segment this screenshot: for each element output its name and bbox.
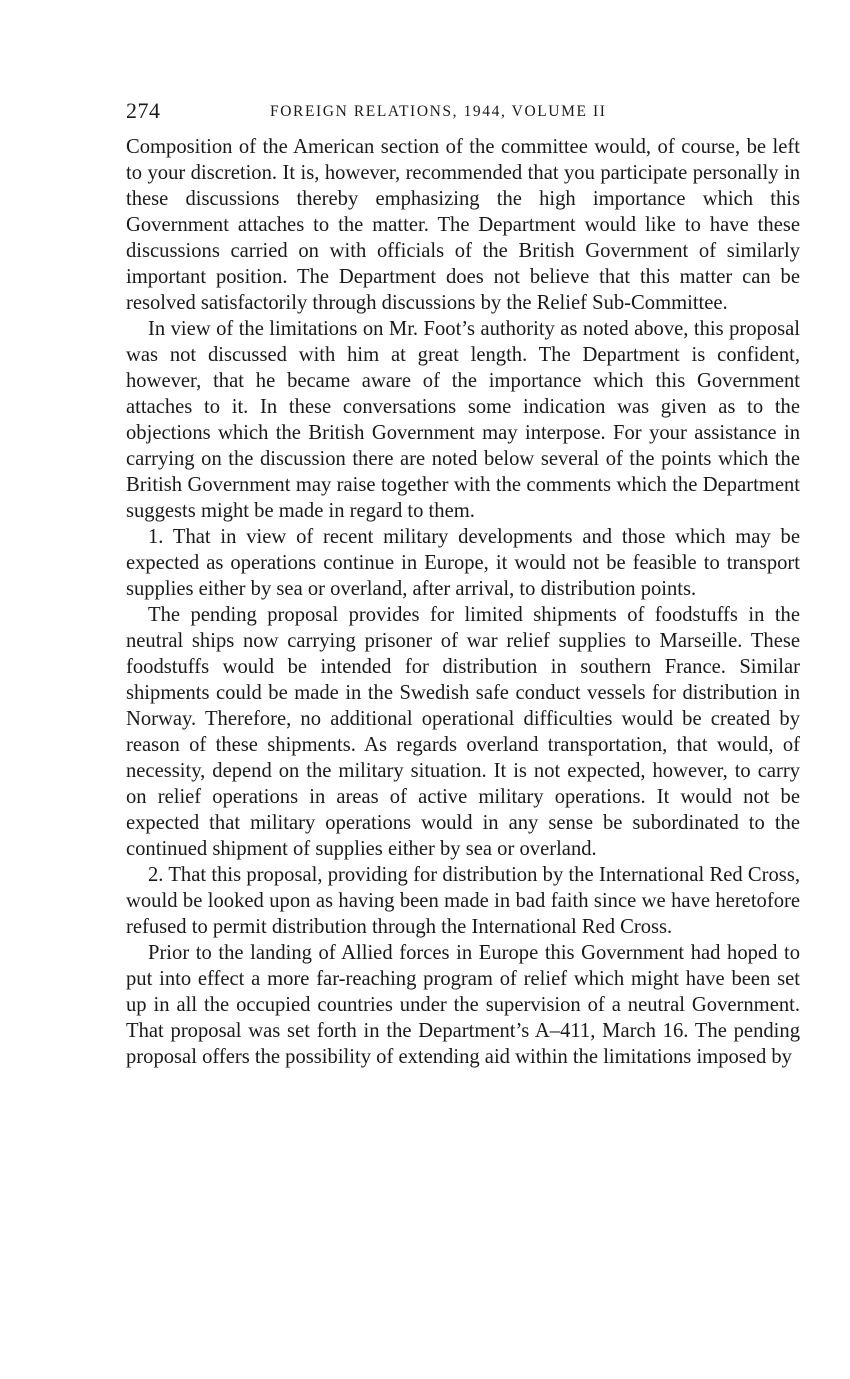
page-number: 274 — [126, 98, 161, 123]
paragraph: Composition of the American section of the committee would, of course, be left to your discretion. It is, however, recommended that you participate personally in these discussions thereby emphasizing the high importance which this Government attaches to the matter. The Department would like to have these discussions carried on with officials of the British Government of similarly important position. The Department does not believe that this matter can be resolved satisfactorily through discussions by the Relief Sub-Committee. — [126, 136, 800, 314]
document-page — [126, 94, 800, 1070]
running-head — [126, 94, 800, 134]
paragraph: The pending proposal provides for limited shipments of foodstuffs in the neutral ships now carrying prisoner of war relief supplies to Marseille. These foodstuffs would be intended for distribution in southern France. Similar shipments could be made in the Swedish safe conduct vessels for distribution in Norway. Therefore, no additional operational difficulties would be created by reason of these shipments. As regards overland transportation, that would, of necessity, depend on the military situation. It is not expected, however, to carry on relief operations in areas of active military operations. It would not be expected that military operations would in any sense be subordinated to the continued shipment of supplies either by sea or overland. — [126, 604, 800, 860]
body-text — [126, 134, 800, 1070]
paragraph: Prior to the landing of Allied forces in Europe this Government had hoped to put into effect a more far-reaching program of relief which might have been set up in all the occupied countries under the supervision of a neutral Government. That proposal was set forth in the Department’s A–411, March 16. The pending proposal offers the possibility of extending aid within the limitations imposed by — [126, 942, 800, 1068]
numbered-point: 1. That in view of recent military developments and those which may be expected as operations continue in Europe, it would not be feasible to transport supplies either by sea or overland, after arrival, to distribution points. — [126, 526, 800, 600]
numbered-point: 2. That this proposal, providing for distribution by the International Red Cross, would be looked upon as having been made in bad faith since we have heretofore refused to permit distribution through the International Red Cross. — [126, 864, 800, 938]
paragraph: In view of the limitations on Mr. Foot’s authority as noted above, this proposal was not discussed with him at great length. The Department is confident, however, that he became aware of the importance which this Government attaches to it. In these conversations some indication was given as to the objections which the British Government may interpose. For your assistance in carrying on the discussion there are noted below several of the points which the British Government may raise together with the comments which the Department suggests might be made in regard to them. — [126, 318, 800, 522]
running-title: FOREIGN RELATIONS, 1944, VOLUME II — [270, 103, 607, 120]
